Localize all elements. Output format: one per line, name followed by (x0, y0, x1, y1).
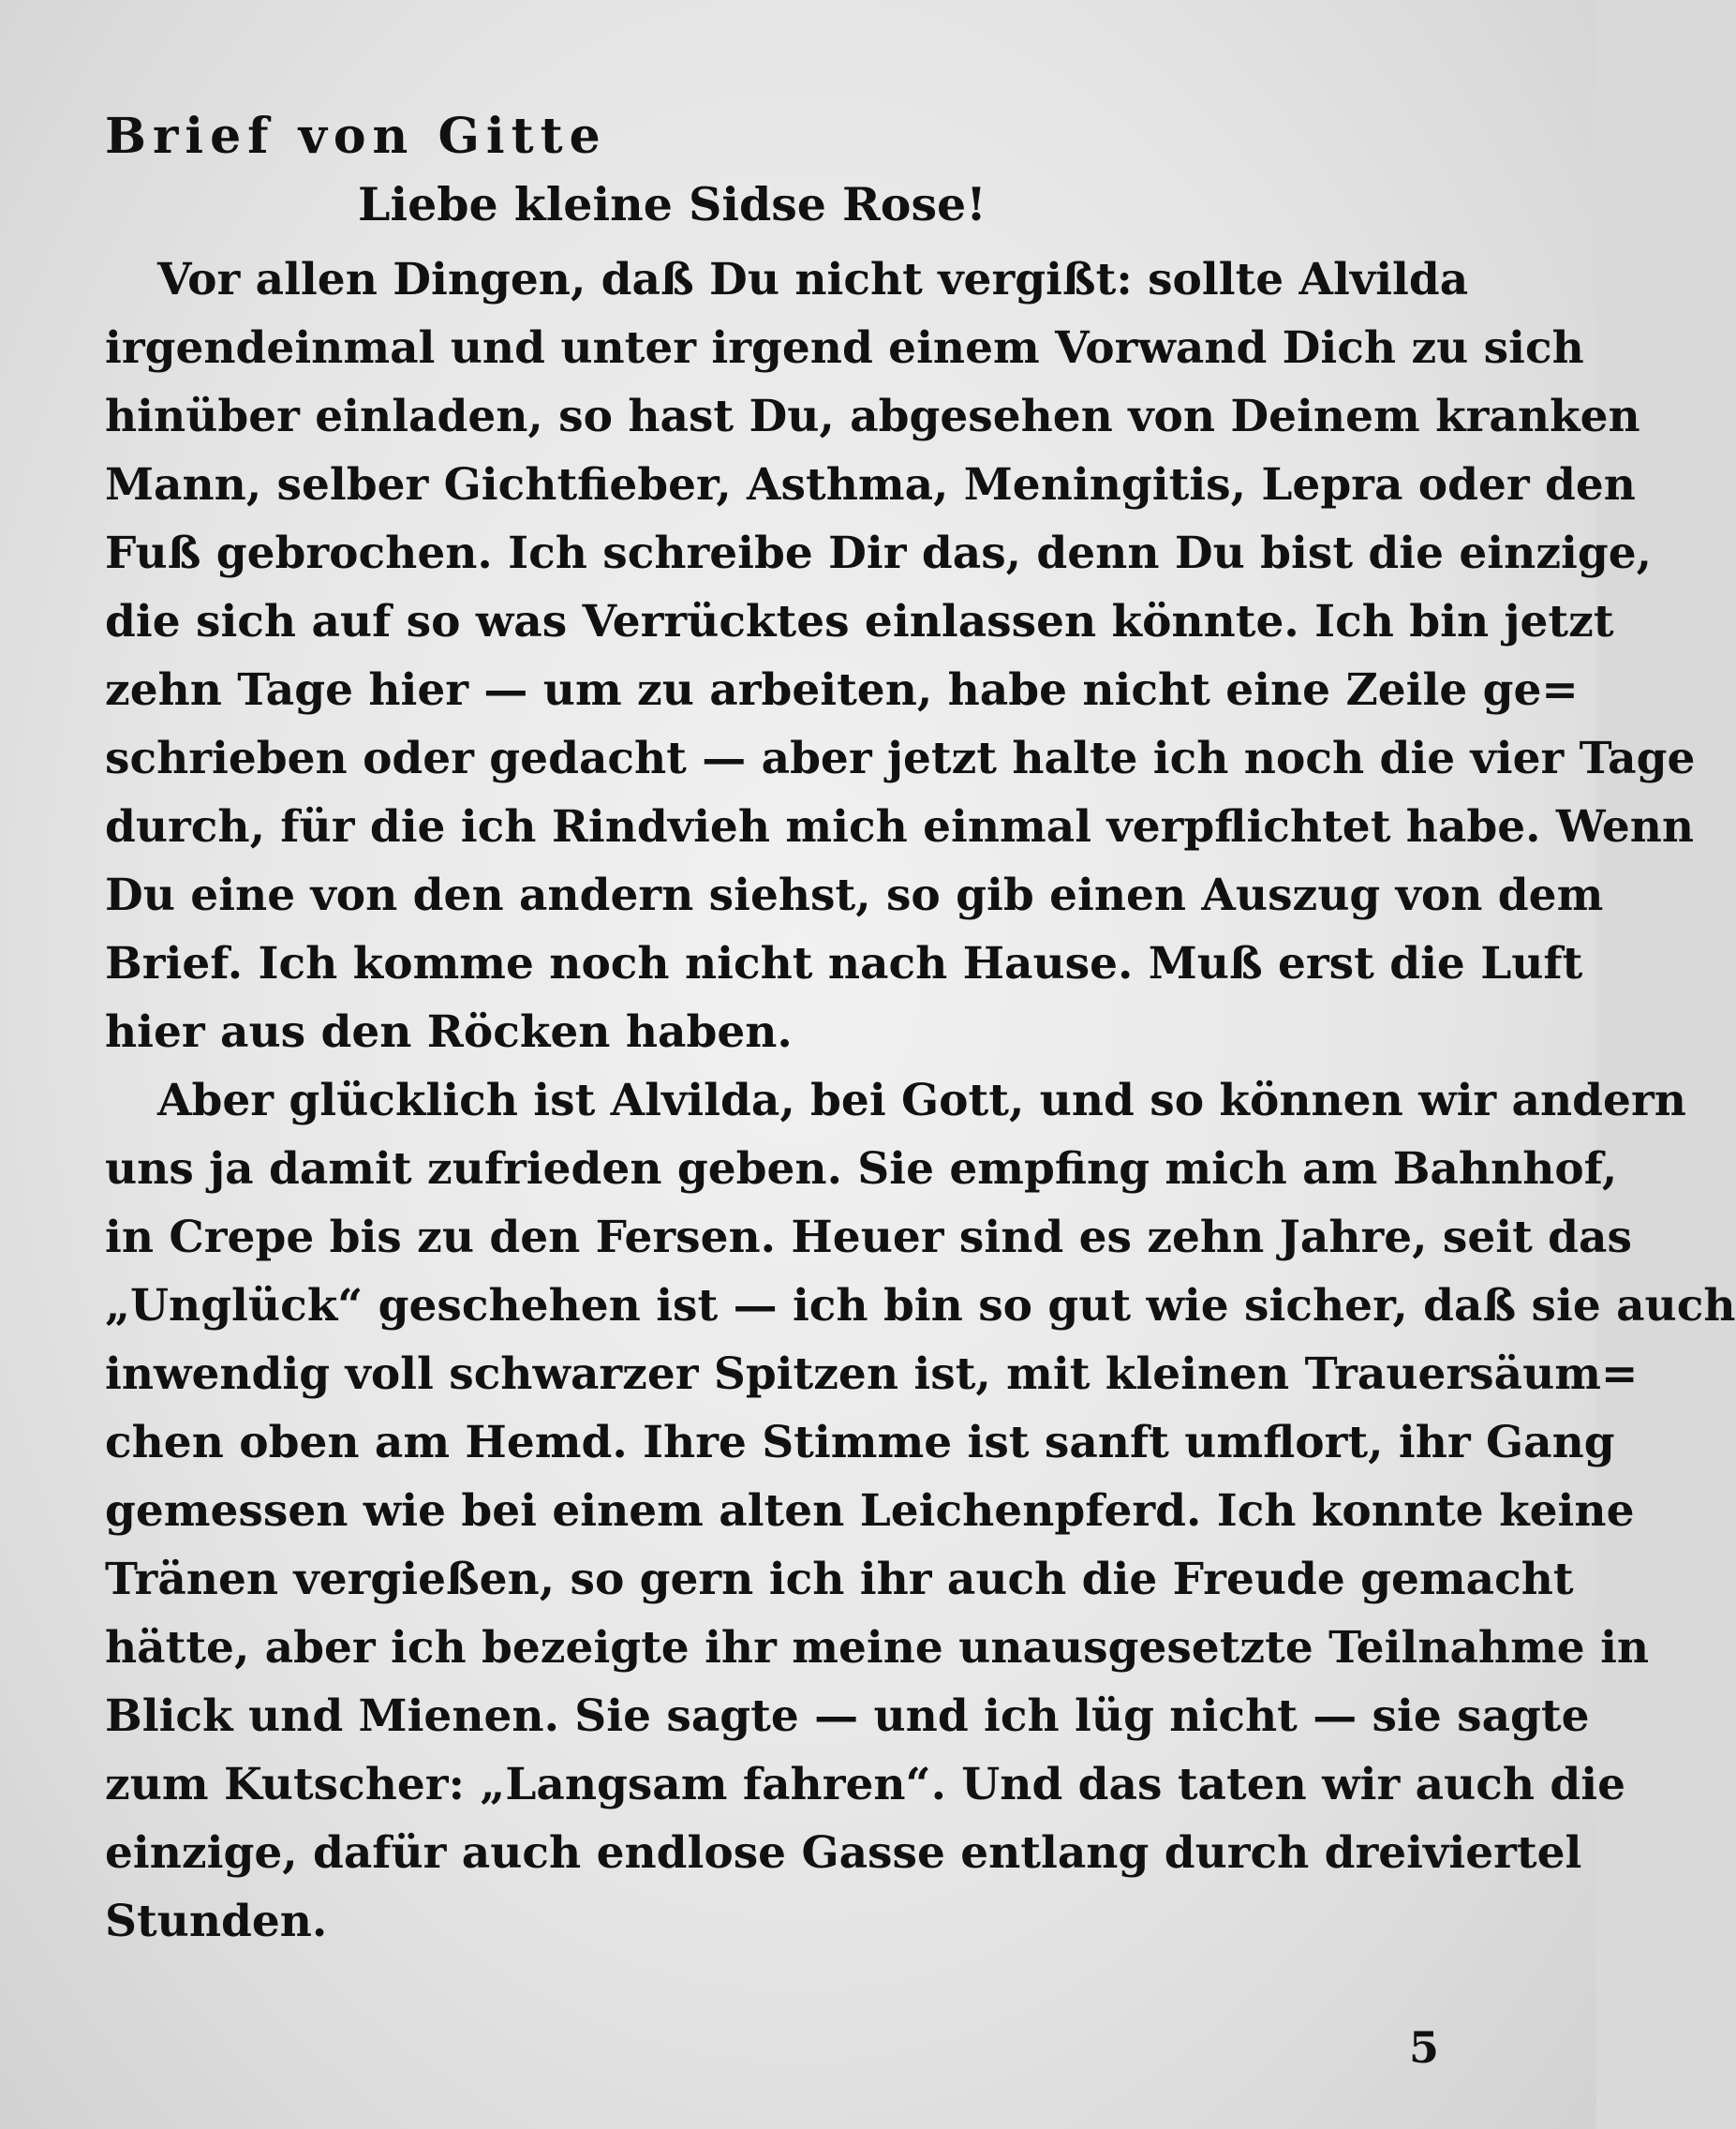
text-line: Stunden. (105, 1896, 328, 1947)
letter-title: Brief von Gitte (105, 108, 607, 165)
text-line: Fuß gebrochen. Ich schreibe Dir das, denn Du bist die einzige, (105, 528, 1652, 579)
text-line: hinüber einladen, so hast Du, abgesehen von Deinem kranken (105, 391, 1640, 442)
text-line: Tränen vergießen, so gern ich ihr auch die Freude gemacht (105, 1554, 1574, 1605)
text-line: Brief. Ich komme noch nicht nach Hause. Muß erst die Luft (105, 938, 1583, 990)
text-line: „Unglück“ geschehen ist — ich bin so gut wie sicher, daß sie auch (105, 1280, 1736, 1332)
text-line: Vor allen Dingen, daß Du nicht vergißt: sollte Alvilda (157, 254, 1469, 305)
text-line: die sich auf so was Verrücktes einlassen könnte. Ich bin jetzt (105, 596, 1614, 648)
text-line: Blick und Mienen. Sie sagte — und ich lüg nicht — sie sagte (105, 1690, 1590, 1742)
text-line: hier aus den Röcken haben. (105, 1006, 793, 1058)
text-line: schrieben oder gedacht — aber jetzt halte ich noch die vier Tage (105, 733, 1696, 784)
text-line: in Crepe bis zu den Fersen. Heuer sind es zehn Jahre, seit das (105, 1212, 1632, 1263)
text-line: einzige, dafür auch endlose Gasse entlang durch dreiviertel (105, 1827, 1582, 1879)
text-line: zehn Tage hier — um zu arbeiten, habe nicht eine Zeile ge= (105, 664, 1579, 716)
text-line: gemessen wie bei einem alten Leichenpferd. Ich konnte keine (105, 1485, 1635, 1537)
text-line: hätte, aber ich bezeigte ihr meine unausgesetzte Teilnahme in (105, 1622, 1650, 1674)
letter-salutation: Liebe kleine Sidse Rose! (358, 177, 987, 231)
page-number: 5 (1408, 2022, 1439, 2073)
text-line: Du eine von den andern siehst, so gib einen Auszug von dem (105, 870, 1604, 921)
text-line: durch, für die ich Rindvieh mich einmal verpflichtet habe. Wenn (105, 801, 1695, 853)
text-line: Mann, selber Gichtfieber, Asthma, Meningitis, Lepra oder den (105, 459, 1636, 511)
text-line: inwendig voll schwarzer Spitzen ist, mit kleinen Trauersäum= (105, 1348, 1639, 1400)
text-line: zum Kutscher: „Langsam fahren“. Und das taten wir auch die (105, 1759, 1625, 1810)
text-line: irgendeinmal und unter irgend einem Vorwand Dich zu sich (105, 322, 1584, 374)
page-content (105, 103, 1736, 1956)
letter-body (105, 246, 1736, 1956)
text-line: Aber glücklich ist Alvilda, bei Gott, und so können wir andern (157, 1075, 1686, 1126)
paragraph (105, 246, 1696, 1066)
text-line: chen oben am Hemd. Ihre Stimme ist sanft umflort, ihr Gang (105, 1417, 1615, 1468)
paragraph (105, 1066, 1736, 1956)
text-line: uns ja damit zufrieden geben. Sie empfing mich am Bahnhof, (105, 1143, 1618, 1195)
